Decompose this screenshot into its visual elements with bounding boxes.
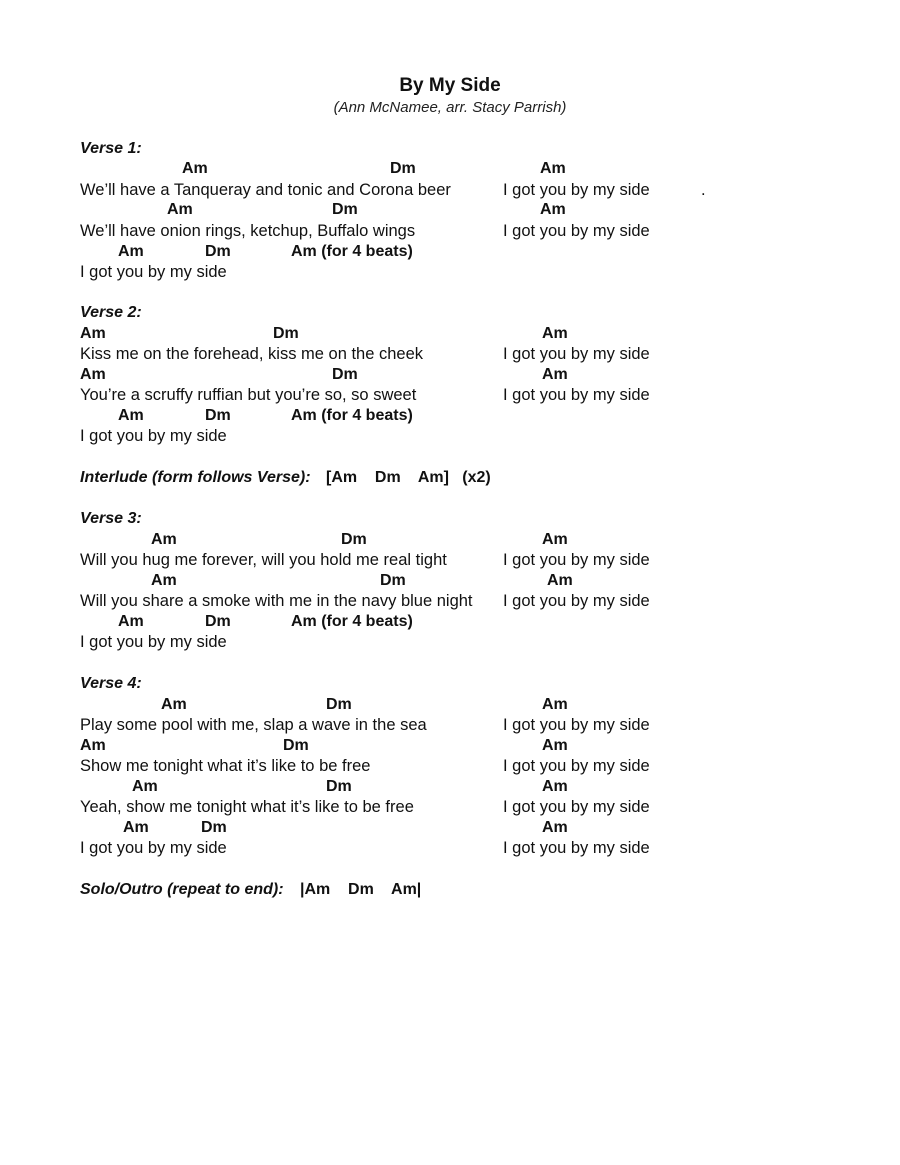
chord: Dm — [326, 696, 352, 713]
refrain-text: I got you by my side — [80, 427, 227, 445]
song-title: By My Side — [399, 75, 501, 96]
chord: Am (for 4 beats) — [291, 613, 413, 630]
chord: Am — [80, 366, 106, 383]
chord: Am — [547, 572, 573, 589]
chord: Am — [542, 696, 568, 713]
refrain-text: I got you by my side — [503, 757, 650, 775]
outro-chords: |Am Dm Am| — [300, 881, 422, 898]
refrain-text: I got you by my side — [503, 181, 650, 199]
chord: Dm — [326, 778, 352, 795]
chord: Dm — [332, 201, 358, 218]
refrain-text: I got you by my side — [80, 263, 227, 281]
chord: Am — [123, 819, 149, 836]
chord: Am — [542, 325, 568, 342]
chord: Dm — [283, 737, 309, 754]
chord: Am — [80, 325, 106, 342]
stray-period: . — [701, 181, 706, 199]
refrain-text: I got you by my side — [503, 551, 650, 569]
refrain-text: I got you by my side — [503, 222, 650, 240]
chord: Dm — [380, 572, 406, 589]
refrain-text: I got you by my side — [503, 798, 650, 816]
chord: Am — [542, 737, 568, 754]
chord: Am — [542, 778, 568, 795]
refrain-text: I got you by my side — [503, 386, 650, 404]
chord: Am — [80, 737, 106, 754]
lyric-line: Yeah, show me tonight what it’s like to be free — [80, 798, 414, 816]
refrain-text: I got you by my side — [80, 633, 227, 651]
verse-2-heading: Verse 2: — [80, 304, 142, 321]
lyric-line: Will you hug me forever, will you hold me real tight — [80, 551, 447, 569]
verse-1-heading: Verse 1: — [80, 140, 142, 157]
chord: Am (for 4 beats) — [291, 243, 413, 260]
chord: Am (for 4 beats) — [291, 407, 413, 424]
verse-4-heading: Verse 4: — [80, 675, 142, 692]
chord: Am — [132, 778, 158, 795]
chord: Am — [542, 366, 568, 383]
lyric-line: Show me tonight what it’s like to be free — [80, 757, 371, 775]
lyric-line: You’re a scruffy ruffian but you’re so, so sweet — [80, 386, 417, 404]
outro-heading: Solo/Outro (repeat to end): — [80, 881, 284, 898]
refrain-text: I got you by my side — [503, 716, 650, 734]
chord: Am — [540, 160, 566, 177]
chord: Dm — [273, 325, 299, 342]
chord: Am — [151, 572, 177, 589]
chord: Dm — [205, 407, 231, 424]
chord: Am — [161, 696, 187, 713]
chord: Am — [167, 201, 193, 218]
chord: Dm — [201, 819, 227, 836]
lyric-line: Play some pool with me, slap a wave in the sea — [80, 716, 427, 734]
refrain-text: I got you by my side — [503, 592, 650, 610]
lyric-line: We’ll have a Tanqueray and tonic and Corona beer — [80, 181, 451, 199]
chord: Am — [182, 160, 208, 177]
lyric-line: Will you share a smoke with me in the navy blue night — [80, 592, 473, 610]
chord: Dm — [205, 243, 231, 260]
chord: Am — [540, 201, 566, 218]
chord: Am — [118, 613, 144, 630]
chord: Am — [118, 243, 144, 260]
refrain-text: I got you by my side — [80, 839, 227, 857]
chord: Dm — [341, 531, 367, 548]
song-credits: (Ann McNamee, arr. Stacy Parrish) — [333, 99, 567, 116]
lyric-line: Kiss me on the forehead, kiss me on the cheek — [80, 345, 424, 363]
chord: Am — [542, 531, 568, 548]
chord: Dm — [205, 613, 231, 630]
chord: Am — [542, 819, 568, 836]
verse-3-heading: Verse 3: — [80, 510, 142, 527]
interlude-heading: Interlude (form follows Verse): — [80, 469, 311, 486]
chord: Am — [151, 531, 177, 548]
refrain-text: I got you by my side — [503, 839, 650, 857]
chord: Am — [118, 407, 144, 424]
lyric-line: We’ll have onion rings, ketchup, Buffalo wings — [80, 222, 416, 240]
chord: Dm — [390, 160, 416, 177]
chord: Dm — [332, 366, 358, 383]
interlude-chords: [Am Dm Am] (x2) — [326, 469, 491, 486]
refrain-text: I got you by my side — [503, 345, 650, 363]
